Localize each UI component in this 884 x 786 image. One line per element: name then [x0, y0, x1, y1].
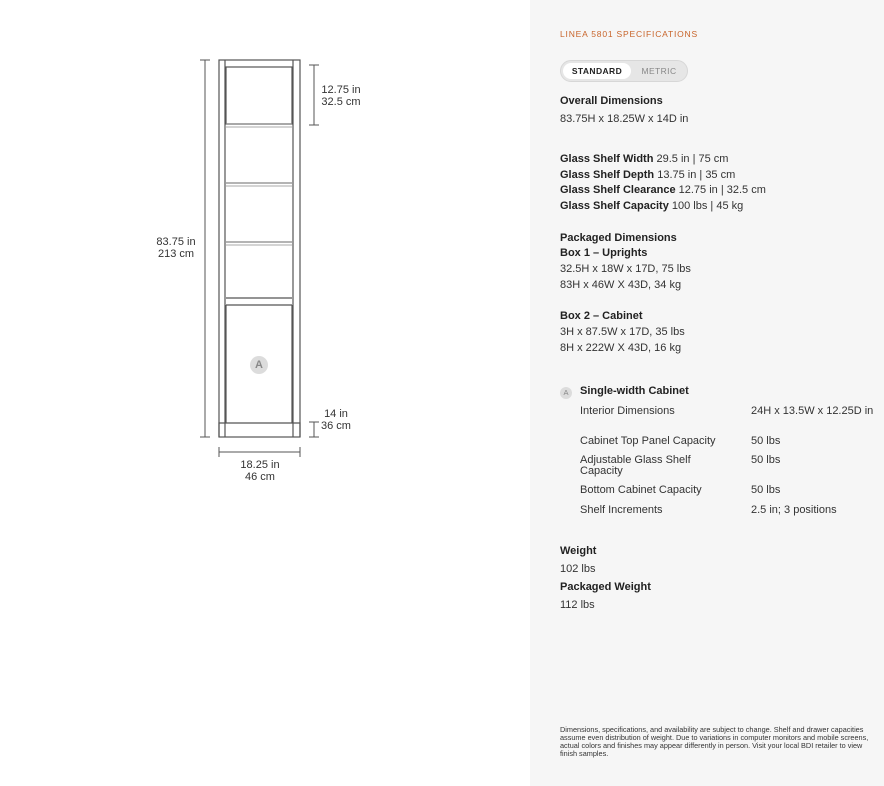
cabinet-spec-label: Shelf Increments — [580, 504, 663, 516]
cabinet-spec-value: 24H x 13.5W x 12.25D in — [751, 405, 874, 417]
cabinet-heading: Single-width Cabinet — [580, 385, 689, 397]
standard-units-button[interactable]: STANDARD — [563, 63, 631, 79]
specifications-panel — [530, 0, 884, 786]
glass-shelf-capacity: Glass Shelf Capacity 100 lbs | 45 kg — [560, 200, 744, 212]
units-toggle — [560, 60, 688, 82]
box2-line: 8H x 222W X 43D, 16 kg — [560, 342, 682, 354]
top-compartment — [226, 67, 292, 124]
box2-line: 3H x 87.5W x 17D, 35 lbs — [560, 326, 685, 338]
box1-title: Box 1 – Uprights — [560, 247, 648, 259]
overall-dimensions-heading: Overall Dimensions — [560, 95, 663, 107]
cabinet-spec-value: 2.5 in; 3 positions — [751, 504, 837, 516]
height-dimension: 83.75 in 213 cm — [156, 236, 196, 260]
depth-dimension: 14 in 36 cm — [321, 408, 351, 432]
weight-value: 102 lbs — [560, 563, 596, 575]
cabinet-spec-value: 50 lbs — [751, 454, 781, 466]
glass-shelf-width: Glass Shelf Width 29.5 in | 75 cm — [560, 153, 729, 165]
cabinet-spec-value: 50 lbs — [751, 484, 781, 496]
specifications-title: LINEA 5801 SPECIFICATIONS — [560, 29, 698, 39]
cabinet-badge-letter: A — [255, 359, 263, 371]
cabinet-spec-label: Adjustable Glass Shelf Capacity — [580, 454, 691, 477]
cabinet-outline — [219, 60, 300, 437]
glass-shelf-depth: Glass Shelf Depth 13.75 in | 35 cm — [560, 169, 736, 181]
disclaimer-text: Dimensions, specifications, and availability are subject to change. Shelf and drawer capacities assume even distribution of weight. Due to variations in computer monitors and mobile screens, actual colors and finishes may appear differently in person. Visit your local BDI retailer to view finish samples. — [560, 725, 869, 758]
overall-dimensions-value: 83.75H x 18.25W x 14D in — [560, 113, 689, 125]
packaged-weight-heading: Packaged Weight — [560, 581, 651, 593]
packaged-weight-value: 112 lbs — [560, 599, 595, 611]
cabinet-spec-label: Bottom Cabinet Capacity — [580, 484, 702, 496]
cabinet-badge: A — [560, 387, 572, 399]
weight-heading: Weight — [560, 545, 597, 557]
metric-units-button[interactable]: METRIC — [641, 66, 677, 76]
glass-shelf-clearance: Glass Shelf Clearance 12.75 in | 32.5 cm — [560, 184, 766, 196]
packaged-dimensions-heading: Packaged Dimensions — [560, 232, 677, 244]
cabinet-spec-label: Interior Dimensions — [580, 405, 675, 417]
box1-line: 32.5H x 18W x 17D, 75 lbs — [560, 263, 691, 275]
width-dimension: 18.25 in 46 cm — [240, 459, 280, 483]
box2-title: Box 2 – Cabinet — [560, 310, 643, 322]
cabinet-spec-value: 50 lbs — [751, 435, 781, 447]
box1-line: 83H x 46W X 43D, 34 kg — [560, 279, 682, 291]
top-shelf-dimension: 12.75 in 32.5 cm — [321, 84, 361, 108]
cabinet-spec-label: Cabinet Top Panel Capacity — [580, 435, 716, 447]
